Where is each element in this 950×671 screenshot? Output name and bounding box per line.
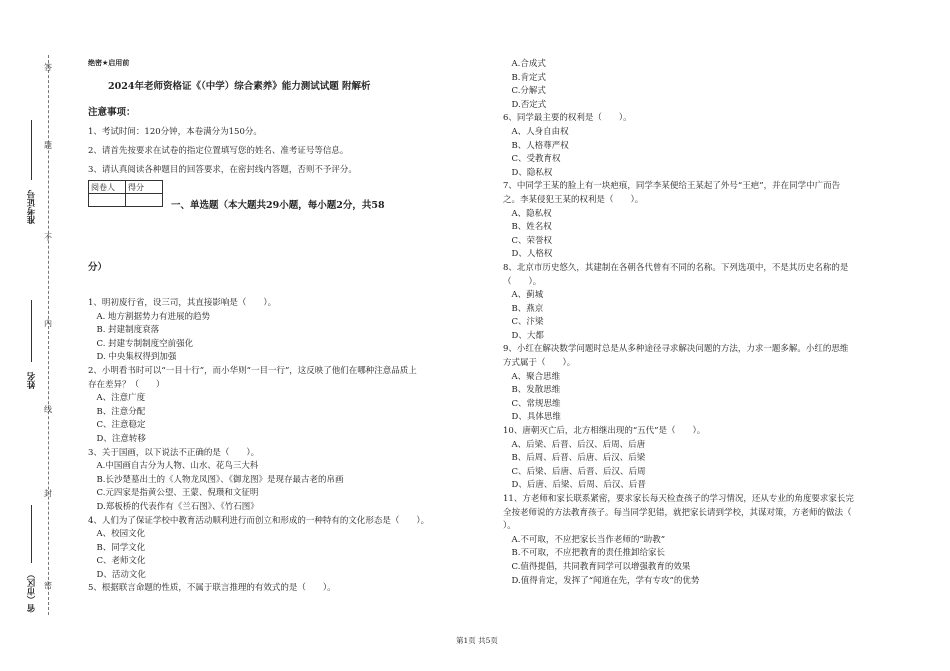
question-text: 3、关于国画，以下说法不正确的是（ ）。 — [88, 447, 260, 458]
question-text: 之。李某侵犯王某的权利是（ ）。 — [503, 194, 644, 205]
answer-option: D、活动文化 — [88, 569, 146, 580]
answer-option: A、蓟城 — [503, 290, 544, 301]
question-text: ）。 — [503, 521, 516, 532]
score-cell — [89, 194, 126, 207]
answer-option: B. 封建制度衰落 — [88, 325, 160, 336]
answer-option: D、隐私权 — [503, 167, 553, 178]
answer-option: B、同学文化 — [88, 542, 146, 553]
question-text: 存在差异？（ ） — [88, 379, 165, 390]
answer-option: C、受教育权 — [503, 154, 561, 165]
answer-option: B、人格尊严权 — [503, 140, 569, 151]
answer-option: D. 中央集权得到加强 — [88, 352, 177, 363]
page-title: 2024年老师资格证《（中学）综合素养》能力测试试题 附解析 — [108, 81, 371, 92]
score-table — [88, 180, 163, 207]
question-text: 方式属于（ ）。 — [503, 358, 576, 369]
answer-option: A.中国画自古分为人物、山水、花鸟三大科 — [88, 461, 259, 472]
answer-option: D、注意转移 — [88, 433, 146, 444]
answer-option: A、后梁、后晋、后汉、后周、后唐 — [503, 439, 646, 450]
zhunkao-label: 准考证号 — [27, 190, 37, 224]
answer-option: B、后周、后晋、后唐、后汉、后梁 — [503, 453, 646, 464]
province-field — [31, 505, 32, 563]
answer-option: A.合成式 — [503, 59, 546, 69]
answer-option: C. 封建专制制度空前强化 — [88, 338, 194, 349]
answer-option: C、注意稳定 — [88, 420, 146, 431]
question-text: 1、明初废行省，设三司，其直接影响是（ ）。 — [88, 298, 277, 308]
notice-item: 3、请认真阅读各种题目的回答要求，在密封线内答题，否则不予评分。 — [88, 165, 357, 175]
answer-option: B、注意分配 — [88, 406, 146, 417]
question-text: 2、小明看书时可以“一目十行”，而小华则“一目一行”，这反映了他们在哪种注意品质上 — [88, 365, 417, 376]
answer-option: B、发散思维 — [503, 385, 561, 396]
answer-option: C、荣誉权 — [503, 235, 553, 246]
score-table-header: 阅卷人 — [89, 181, 126, 194]
question-text: 全按老师说的方法教育孩子。每当同学犯错，就把家长请到学校，其谋对策，方老师的做法（ — [503, 507, 852, 518]
question-text: 7、中同学王某的脸上有一块疤痕，同学李某便给王某起了外号“王疤”，并在同学中广而告 — [503, 181, 841, 192]
province-label: 省（市区） — [27, 570, 37, 613]
answer-option: A. 地方割据势力有进展的趋势 — [88, 311, 211, 322]
answer-option: B、燕京 — [503, 303, 544, 314]
question-text: 4、人们为了保证学校中教育活动顺利进行而创立和形成的一种特有的文化形态是（ ）。 — [88, 515, 430, 526]
answer-option: C、汴梁 — [503, 317, 544, 328]
question-text: 11、方老师和家长联系紧密，要求家长每天检查孩子的学习情况，还从专业的角度要求家长完 — [503, 494, 854, 504]
left-question-column — [88, 297, 429, 596]
answer-option: D.郑板桥的代表作有《兰石图》、《竹石图》 — [88, 501, 259, 512]
question-text: 9、小红在解决数学问题时总是从多种途径寻求解决问题的方法，力求一题多解。小红的思维 — [503, 344, 849, 355]
answer-option: B.长沙楚墓出土的《人物龙凤图》、《御龙图》是现存最古老的帛画 — [88, 474, 344, 485]
score-table-header: 得分 — [126, 181, 163, 194]
answer-option: C、老师文化 — [88, 556, 146, 567]
answer-option: C.元四家是指黄公望、王蒙、倪瓒和文征明 — [88, 488, 259, 499]
seal-char: 内 — [44, 319, 52, 328]
section-title: 一、单选题（本大题共29小题，每小题2分，共58 — [171, 200, 385, 211]
answer-option: A、注意广度 — [88, 393, 146, 404]
seal-char: 线 — [44, 405, 52, 414]
section-title-cont: 分） — [88, 262, 108, 273]
answer-option: D、大都 — [503, 330, 544, 341]
secret-mark: 绝密★启用前 — [88, 59, 130, 67]
notice-item: 2、请首先按要求在试卷的指定位置填写您的姓名、准考证号等信息。 — [88, 146, 349, 156]
answer-option: C、常规思维 — [503, 398, 561, 409]
seal-char: 密 — [44, 581, 52, 590]
answer-option: D、人格权 — [503, 249, 553, 260]
zhunkao-field — [31, 120, 32, 180]
name-label: 姓名 — [27, 372, 37, 389]
answer-option: D.否定式 — [503, 99, 547, 110]
question-text: （ ）。 — [503, 276, 542, 287]
notice-heading: 注意事项： — [88, 107, 136, 118]
question-text: 10、唐朝灭亡后，北方相继出现的“五代”是（ ）。 — [503, 426, 706, 437]
answer-option: C.分解式 — [503, 86, 546, 97]
seal-char: 封 — [44, 489, 52, 498]
answer-option: A、隐私权 — [503, 208, 552, 219]
seal-char: 答 — [44, 63, 52, 72]
question-text: 6、同学最主要的权利是（ ）。 — [503, 113, 632, 124]
notice-item: 1、考试时间：120分钟，本卷满分为150分。 — [88, 127, 262, 137]
answer-option: B.不可取，不应把教育的责任推卸给家长 — [503, 548, 665, 559]
answer-option: D.值得肯定，发挥了“闻道在先，学有专攻”的优势 — [503, 575, 700, 586]
question-text: 5、根据联言命题的性质，不属于联言推理的有效式的是（ ）。 — [88, 583, 336, 594]
answer-option: A、人身自由权 — [503, 126, 569, 137]
right-question-column — [503, 58, 854, 588]
answer-option: C、后梁、后唐、后晋、后汉、后周 — [503, 466, 646, 477]
answer-option: A、校园文化 — [88, 529, 146, 540]
seal-char: 题 — [44, 141, 52, 150]
page-footer: 第1页 共5页 — [456, 636, 498, 645]
seal-char: 不 — [44, 233, 52, 242]
answer-option: A.不可取，不应把家长当作老师的“助教” — [503, 534, 666, 545]
answer-option: D、后唐、后梁、后周、后汉、后晋 — [503, 480, 646, 491]
answer-option: A、聚合思维 — [503, 371, 561, 382]
answer-option: B.肯定式 — [503, 72, 546, 83]
name-field — [31, 300, 32, 362]
score-cell — [126, 194, 163, 207]
answer-option: D、具体思维 — [503, 412, 561, 423]
answer-option: B、姓名权 — [503, 222, 552, 233]
seal-dashed-line — [48, 55, 49, 615]
question-text: 8、北京市历史悠久，其建制在各朝各代曾有不同的名称。下列选项中，不是其历史名称的是 — [503, 262, 849, 273]
answer-option: C.值得提倡，共同教育同学可以增强教育的效果 — [503, 561, 691, 572]
